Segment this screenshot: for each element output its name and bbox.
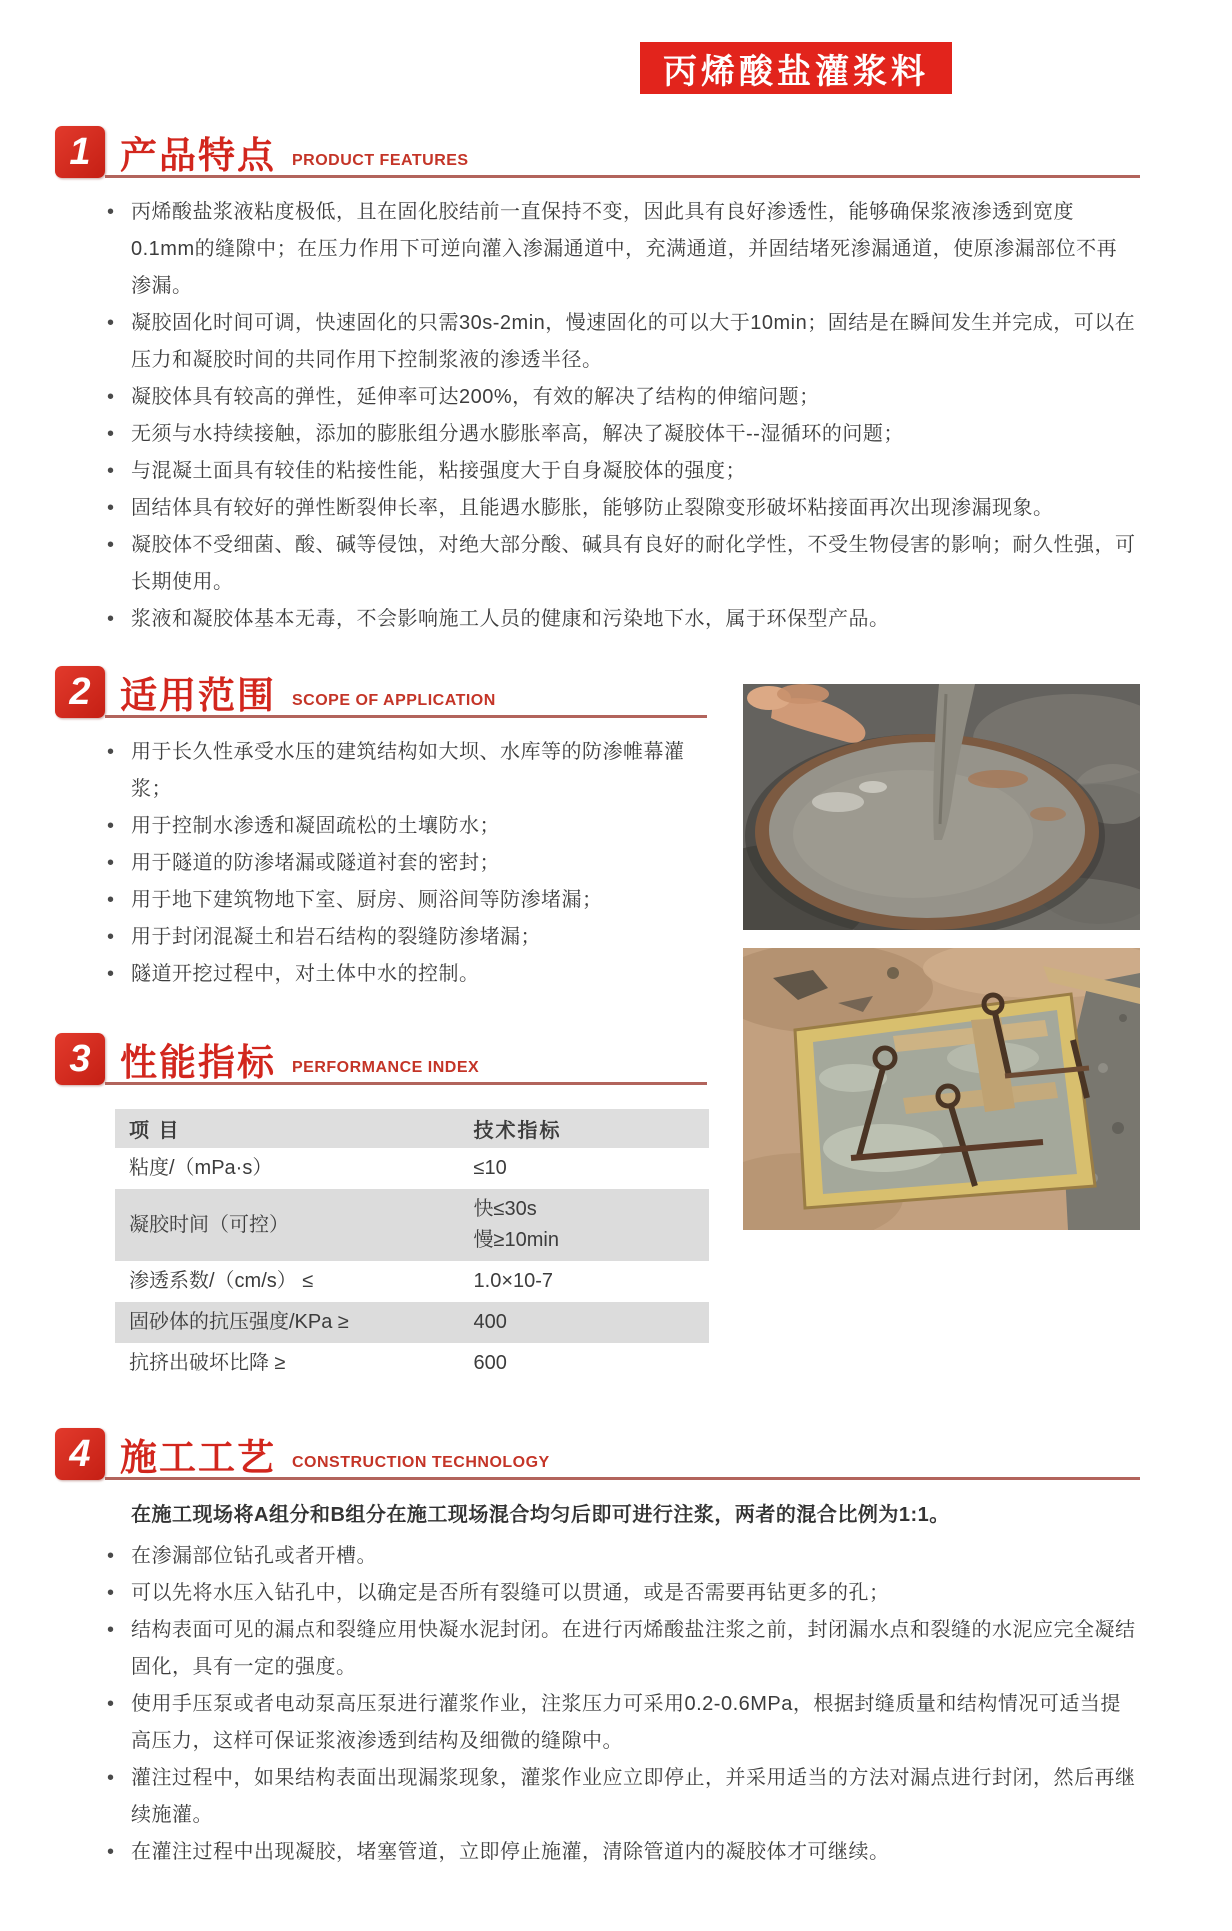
section-3-number-badge: 3 <box>55 1033 105 1085</box>
list-item: • 与混凝土面具有较佳的粘接性能，粘接强度大于自身凝胶体的强度； <box>131 453 1136 490</box>
list-item: • 结构表面可见的漏点和裂缝应用快凝水泥封闭。在进行丙烯酸盐注浆之前，封闭漏水点和裂缝的水泥应完全凝结固化，具有一定的强度。 <box>131 1612 1136 1686</box>
section-4-title: 施工工艺 <box>120 1437 276 1478</box>
list-item: • 凝胶体不受细菌、酸、碱等侵蚀，对绝大部分酸、碱具有良好的耐化学性，不受生物侵害的影响；耐久性强，可长期使用。 <box>131 527 1136 601</box>
column-header-spec: 技术指标 <box>460 1109 709 1148</box>
table-cell-value: 400 <box>473 1311 507 1333</box>
section-scope-of-application <box>55 666 720 993</box>
left-column <box>55 666 720 1384</box>
table-cell-item: 凝胶时间（可控） <box>129 1213 289 1236</box>
section-performance-index <box>55 1033 720 1384</box>
section-2-title-group <box>105 666 707 718</box>
table-row <box>115 1189 709 1261</box>
section-3-subtitle: PERFORMANCE INDEX <box>292 1059 480 1076</box>
list-item: • 丙烯酸盐浆液粘度极低，且在固化胶结前一直保持不变，因此具有良好渗透性，能够确保浆液渗透到宽度0.1mm的缝隙中；在压力作用下可逆向灌入渗漏通道中，充满通道，并固结堵死渗漏通道，使原渗漏部位不再渗漏。 <box>131 194 1136 305</box>
table-cell-item: 粘度/（mPa·s） <box>129 1157 273 1179</box>
performance-table <box>115 1109 709 1384</box>
list-item: • 用于长久性承受水压的建筑结构如大坝、水库等的防渗帷幕灌浆； <box>131 734 716 808</box>
list-item: • 浆液和凝胶体基本无毒，不会影响施工人员的健康和污染地下水，属于环保型产品。 <box>131 601 1136 638</box>
section-2-title: 适用范围 <box>120 675 276 716</box>
gel-time-slow-value: 慢≥10min <box>473 1229 559 1251</box>
section-1-title: 产品特点 <box>120 135 276 176</box>
list-item: • 可以先将水压入钻孔中，以确定是否所有裂缝可以贯通，或是否需要再钻更多的孔； <box>131 1575 1136 1612</box>
table-cell-value <box>460 1189 709 1261</box>
list-item: • 用于封闭混凝土和岩石结构的裂缝防渗堵漏； <box>131 919 716 956</box>
title-row <box>55 42 1140 94</box>
section-4-header <box>55 1428 1140 1480</box>
table-cell-value: ≤10 <box>473 1157 507 1179</box>
list-item: • 使用手压泵或者电动泵高压泵进行灌浆作业，注浆压力可采用0.2-0.6MPa，根据封缝质量和结构情况可适当提高压力，这样可保证浆液渗透到结构及细微的缝隙中。 <box>131 1686 1136 1760</box>
section-2-subtitle: SCOPE OF APPLICATION <box>292 692 496 709</box>
section-1-subtitle: PRODUCT FEATURES <box>292 152 469 169</box>
table-header-row <box>115 1109 709 1148</box>
list-item: • 在渗漏部位钻孔或者开槽。 <box>131 1538 1136 1575</box>
section-3-header <box>55 1033 707 1085</box>
page-title: 丙烯酸盐灌浆料 <box>640 42 952 94</box>
table-cell-item: 固砂体的抗压强度/KPa ≥ <box>129 1311 349 1333</box>
list-item: • 用于隧道的防渗堵漏或隧道衬套的密封； <box>131 845 716 882</box>
section-1-title-group <box>105 126 1140 178</box>
section-4-number-badge: 4 <box>55 1428 105 1480</box>
section-1-header <box>55 126 1140 178</box>
gel-time-fast-value: 快≤30s <box>473 1198 537 1220</box>
list-item: • 在灌注过程中出现凝胶，堵塞管道，立即停止施灌，清除管道内的凝胶体才可继续。 <box>131 1834 1136 1871</box>
slurry-mixing-photo <box>743 684 1140 930</box>
list-item: • 用于控制水渗透和凝固疏松的土壤防水； <box>131 808 716 845</box>
table-row <box>115 1148 709 1189</box>
list-item: • 凝胶固化时间可调，快速固化的只需30s-2min，慢速固化的可以大于10min；固结是在瞬间发生并完成，可以在压力和凝胶时间的共同作用下控制浆液的渗透半径。 <box>131 305 1136 379</box>
table-row <box>115 1302 709 1343</box>
column-header-item: 项 目 <box>115 1109 460 1148</box>
right-photo-column <box>743 666 1140 1384</box>
section-product-features <box>55 126 1140 638</box>
list-item: • 凝胶体具有较高的弹性，延伸率可达200%，有效的解决了结构的伸缩问题； <box>131 379 1136 416</box>
section-1-number-badge: 1 <box>55 126 105 178</box>
construction-intro-text: 在施工现场将A组分和B组分在施工现场混合均匀后即可进行注浆，两者的混合比例为1:1。 <box>131 1504 950 1526</box>
scope-list <box>55 734 720 993</box>
section-4-title-group <box>105 1428 1140 1480</box>
list-item: • 灌注过程中，如果结构表面出现漏浆现象，灌浆作业应立即停止，并采用适当的方法对漏点进行封闭，然后再继续施灌。 <box>131 1760 1136 1834</box>
list-item: • 无须与水持续接触，添加的膨胀组分遇水膨胀率高，解决了凝胶体干--湿循环的问题； <box>131 416 1136 453</box>
section-2-number-badge: 2 <box>55 666 105 718</box>
list-item: • 固结体具有较好的弹性断裂伸长率，且能遇水膨胀，能够防止裂隙变形破坏粘接面再次出现渗漏现象。 <box>131 490 1136 527</box>
table-cell-item: 抗挤出破坏比降 ≥ <box>129 1352 286 1374</box>
table-cell-value: 600 <box>473 1352 507 1374</box>
table-row <box>115 1343 709 1384</box>
section-2-header <box>55 666 707 718</box>
formwork-grouting-photo <box>743 948 1140 1230</box>
list-item: • 用于地下建筑物地下室、厨房、厕浴间等防渗堵漏； <box>131 882 716 919</box>
table-cell-value: 1.0×10-7 <box>473 1270 554 1292</box>
list-item: • 隧道开挖过程中，对土体中水的控制。 <box>131 956 716 993</box>
table-row <box>115 1261 709 1302</box>
section-3-title: 性能指标 <box>120 1042 276 1083</box>
construction-steps-list <box>55 1538 1140 1871</box>
section-3-title-group <box>105 1033 707 1085</box>
table-cell-item: 渗透系数/（cm/s） ≤ <box>129 1270 314 1292</box>
section-construction-technology <box>55 1428 1140 1871</box>
section-4-subtitle: CONSTRUCTION TECHNOLOGY <box>292 1454 550 1471</box>
middle-two-column-zone <box>55 666 1140 1384</box>
product-features-list <box>55 194 1140 638</box>
